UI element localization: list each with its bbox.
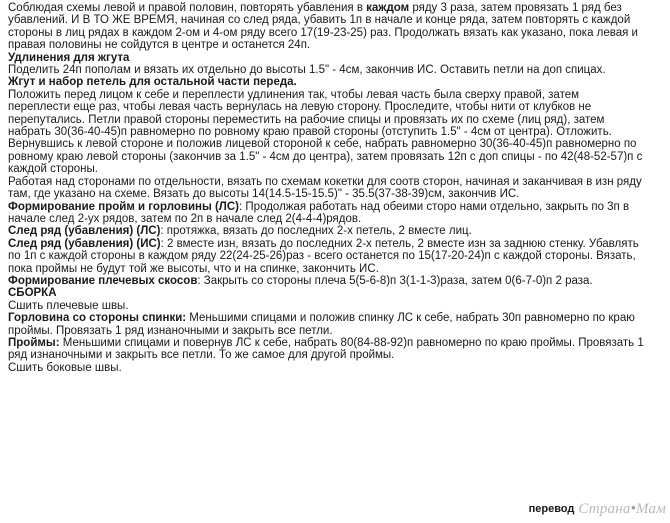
paragraph [8, 2, 644, 52]
translator-credit: перевод [528, 502, 575, 515]
body-text: Поделить 24п пополам и вязать их отдельно до высоты 1.5" - 4см, закончив ИС. Оставить петли на доп спицах. [8, 64, 606, 77]
watermark-word-right: Мам [636, 500, 666, 517]
site-watermark [578, 500, 666, 517]
body-text: : Продолжая работать над обеими сторо нами отдельно, закрыть по 3п в начале след 2-ух рядов, затем по 2п в начале след 2(4-4-4)рядов. [8, 200, 630, 225]
paragraph [8, 312, 644, 337]
instructions-text [8, 2, 644, 374]
bold-heading-text: Проймы: [8, 336, 60, 349]
bold-heading-text: Удлинения для жгута [8, 51, 130, 64]
watermark-word-left: Страна [578, 500, 631, 517]
body-text: Меньшими спицами и положив спинку ЛС к себе, набрать 30п равномерно по краю проймы. Провязать 1 ряд изнаночными и закрыть все петли. [8, 312, 635, 337]
paragraph [8, 52, 644, 64]
paragraph [8, 76, 644, 88]
body-text: : Закрыть со стороны плеча 5(5-6-8)п 3(1-1-3)раза, затем 0(6-7-0)п 2 раза. [197, 274, 593, 287]
paragraph [8, 201, 644, 226]
paragraph [8, 337, 644, 362]
bold-heading-text: каждом [366, 2, 410, 14]
paragraph [8, 362, 644, 374]
bold-heading-text: СБОРКА [8, 287, 57, 300]
paragraph [8, 275, 644, 287]
body-text: Сшить боковые швы. [8, 361, 122, 374]
body-text: : 2 вместе изн, вязать до последних 2-х петель, 2 вместе изн за заднюю стенку. Убавлять по 1п с каждой стороны в каждом ряду 22(24-25-26)раз - всего останется по 15(17-20-24)п с каждой стороны. Вязать, пока проймы не будут той же высоты, что и на спинке, закончить ИС. [8, 237, 639, 275]
bold-heading-text: След ряд (убавления) (ЛС) [8, 225, 161, 238]
page-footer [529, 499, 666, 519]
paragraph [8, 89, 644, 176]
body-text: : протяжка, вязать до последних 2-х петель, 2 вместе лиц. [160, 225, 472, 238]
body-text: Сшить плечевые швы. [8, 299, 129, 312]
paragraph [8, 225, 644, 237]
paragraph [8, 64, 644, 76]
bold-heading-text: След ряд (убавления) (ИС) [8, 237, 161, 250]
body-text: Меньшими спицами и повернув ЛС к себе, набрать 80(84-88-92)п равномерно по краю проймы. Провязать 1 ряд изнаночными и закрыть все петли. То же самое для другой проймы. [8, 336, 644, 362]
paragraph [8, 238, 644, 275]
bold-heading-text: Жгут и набор петель для остальной части переда. [8, 76, 297, 89]
watermark-dot: • [630, 500, 637, 517]
body-text: ряду 3 раза, затем провязать 1 ряд без убавлений. И В ТО ЖЕ ВРЕМЯ, начиная со след ряда, убавить 1п в начале и конце ряда, затем повторять с каждой стороны в лиц рядах в каждом 2-ом и 4-ом ряду всего 17(19-23-25) раз. Продолжать вязать как указано, пока левая и правая половины не сойдутся в центре и останется 24п. [8, 2, 638, 52]
bold-heading-text: Горловина со стороны спинки: [8, 312, 187, 325]
paragraph [8, 300, 644, 312]
paragraph [8, 287, 644, 299]
bold-heading-text: Формирование пройм и горловины (ЛС) [8, 200, 240, 213]
body-text: Положить перед лицом к себе и переплести удлинения так, чтобы левая часть была сверху правой, затем переплести еще раз, чтобы левая часть вернулась на левую сторону. Проследите, чтобы нити от клубков не перепутались. Петли правой стороны переместить на рабочие спицы и провязать их по схеме (лиц ряд), затем набрать 30(36-40-45)п равномерно по ровному краю правой стороны (отступить 1.5" - 4см от центра). Отложить. Вернувшись к левой стороне и положив лицевой стороной к себе, набрать равномерно 30(36-40-45)п равномерно по ровному краю левой стороны (закончив за 1.5" - 4см до центра), затем провязать 12п с доп спицы - по 42(48-52-57)п с каждой стороны. [8, 88, 643, 176]
bold-heading-text: Формирование плечевых скосов [8, 274, 198, 287]
body-text: Соблюдая схемы левой и правой половин, повторять убавления в [8, 2, 367, 14]
body-text: Работая над сторонами по отдельности, вязать по схемам кокетки для соотв сторон, начиная и заканчивая в изн ряду там, где указано на схеме. Вязать до высоты 14(14.5-15-15.5)" - 35.5(37-38-39)см, закончив ИС. [8, 175, 642, 201]
paragraph [8, 176, 644, 201]
